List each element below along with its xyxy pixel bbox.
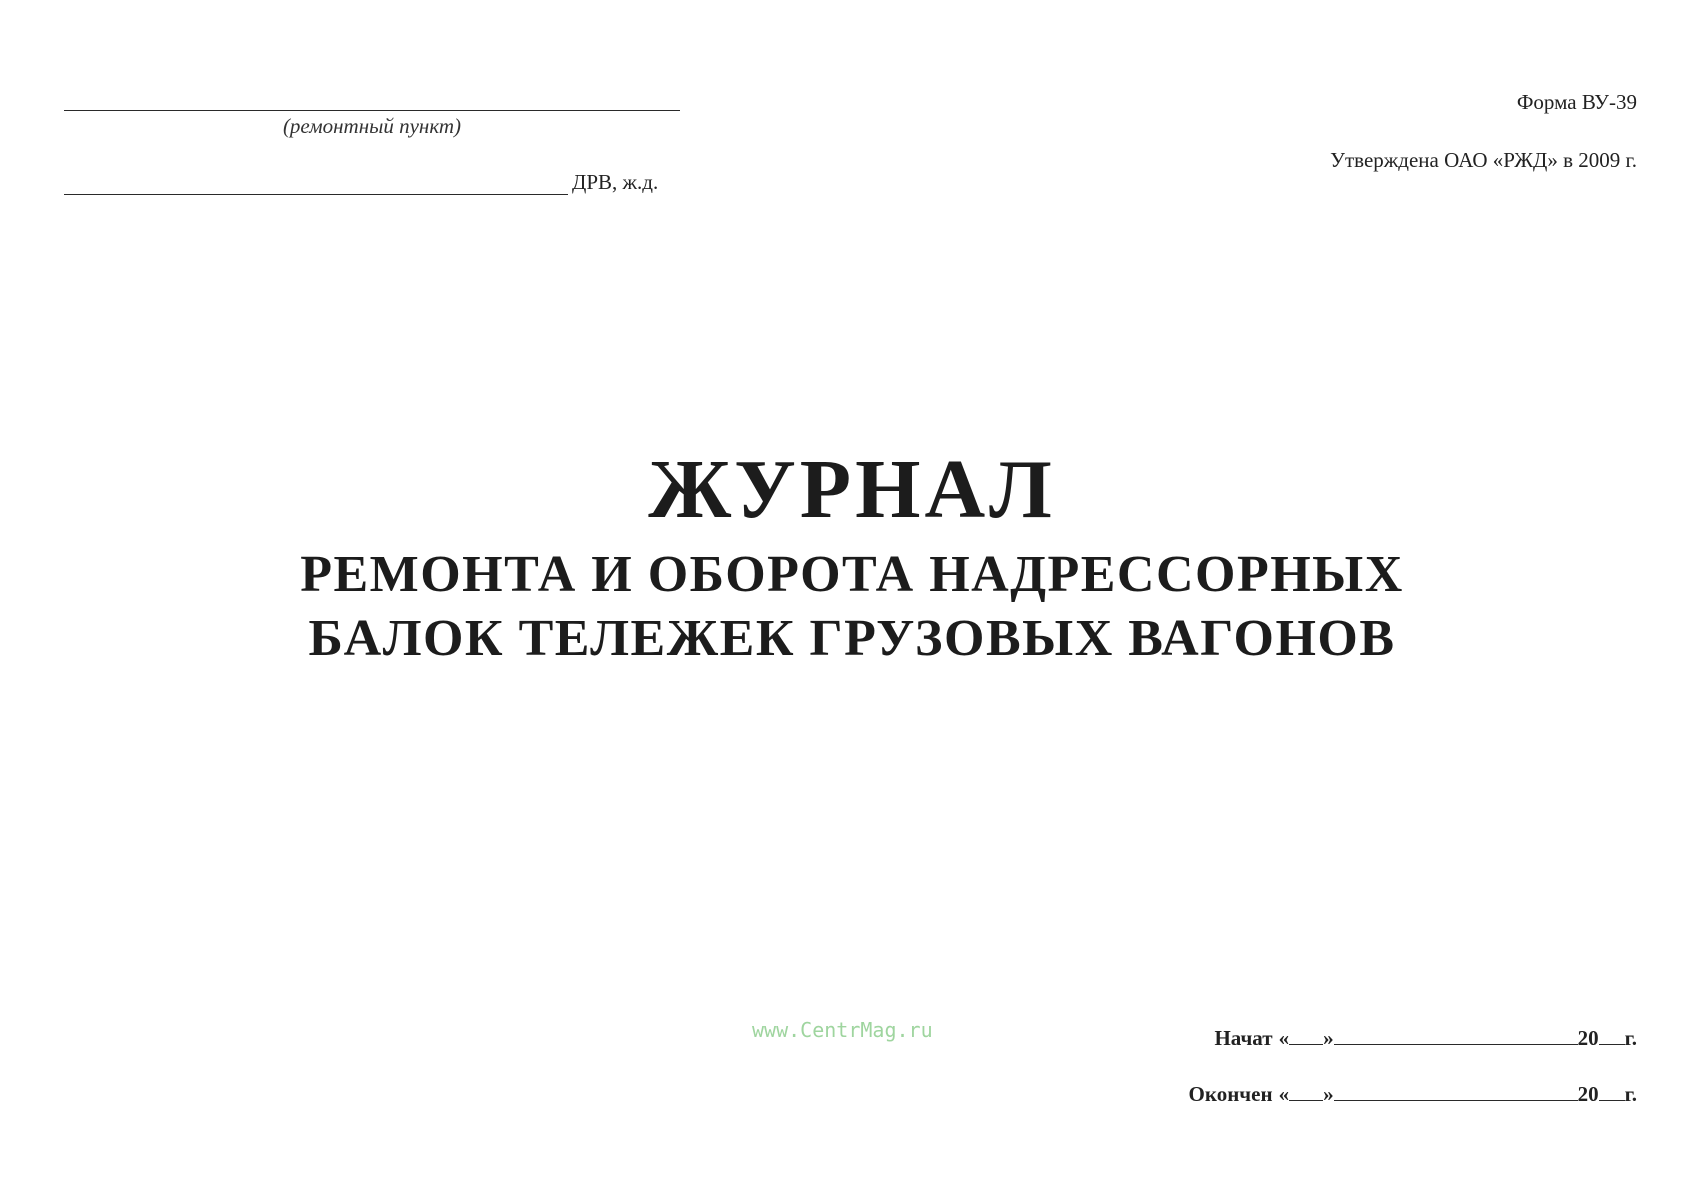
end-year-blank — [1599, 1082, 1625, 1101]
drv-label: ДРВ, ж.д. — [572, 170, 659, 194]
watermark: www.CentrMag.ru — [752, 1018, 933, 1042]
title-main: ЖУРНАЛ — [648, 443, 1056, 536]
end-date-row — [1189, 1082, 1637, 1107]
end-close-quote: » — [1323, 1082, 1334, 1106]
start-open-quote: « — [1278, 1026, 1290, 1050]
repair-point-underline — [64, 110, 680, 111]
end-open-quote: « — [1278, 1082, 1290, 1106]
end-label: Окончен — [1188, 1082, 1273, 1106]
approval-note: Утверждена ОАО «РЖД» в 2009 г. — [1330, 148, 1637, 172]
start-close-quote: » — [1323, 1026, 1334, 1050]
form-code: Форма ВУ-39 — [1516, 90, 1637, 114]
start-date-row — [1214, 1026, 1637, 1051]
start-year-blank — [1599, 1026, 1625, 1045]
start-day-blank — [1289, 1026, 1323, 1045]
end-year-prefix: 20 — [1577, 1082, 1599, 1106]
start-year-suffix: г. — [1624, 1026, 1637, 1050]
start-year-prefix: 20 — [1577, 1026, 1599, 1050]
title-block — [0, 443, 1704, 671]
repair-point-caption: (ремонтный пункт) — [282, 114, 462, 138]
title-line-2: БАЛОК ТЕЛЕЖЕК ГРУЗОВЫХ ВАГОНОВ — [308, 610, 1396, 668]
start-label: Начат — [1214, 1026, 1273, 1050]
title-line-1: РЕМОНТА И ОБОРОТА НАДРЕССОРНЫХ — [300, 546, 1404, 603]
end-month-blank — [1334, 1082, 1578, 1101]
start-month-blank — [1334, 1026, 1578, 1045]
end-year-suffix: г. — [1624, 1082, 1637, 1106]
drv-underline — [64, 194, 568, 195]
end-day-blank — [1289, 1082, 1323, 1101]
